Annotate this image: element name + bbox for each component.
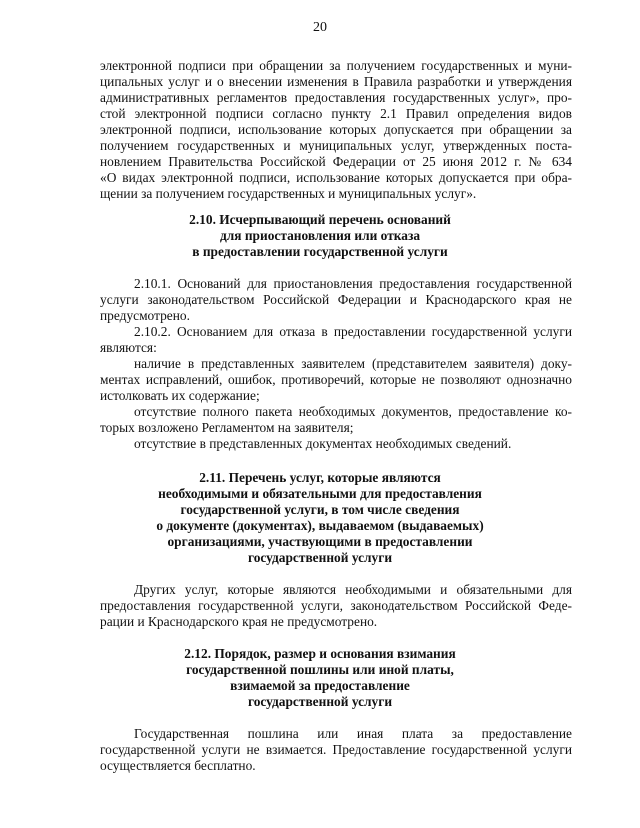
text-line: Государственная пошлина или иная плата за предоставление — [134, 726, 572, 741]
text-line: отсутствие в представленных документах необходимых сведений. — [134, 436, 512, 451]
text-line: государственной услуги не взимается. Предоставление государственной услуги — [100, 742, 572, 757]
section-heading-line: для приостановления или отказа — [219, 228, 421, 243]
text-line: получением государственных и муниципальных услуг, утвержденных поста- — [100, 138, 572, 153]
text-line: 2.10.2. Основанием для отказа в предоставлении государственной услуги — [134, 324, 572, 339]
text-line: электронной подписи при обращении за получением государственных и муни- — [100, 58, 572, 73]
section-heading-line: государственной услуги — [247, 550, 393, 565]
section-heading-line: организациями, участвующими в предоставлении — [167, 534, 473, 549]
section-heading-line: 2.12. Порядок, размер и основания взимания — [184, 646, 456, 661]
text-line: предоставления государственной услуги, законодательством Российской Феде- — [100, 598, 572, 613]
text-line: щении за получением государственных и муниципальных услуг». — [100, 186, 477, 201]
text-line: предусмотрено. — [100, 308, 190, 323]
text-line: истолковать их содержание; — [100, 388, 260, 403]
section-heading-line: в предоставлении государственной услуги — [192, 244, 448, 259]
text-line: электронной подписи, использование которых допускается при обращении за — [100, 122, 572, 137]
text-line: «О видах электронной подписи, использование которых допускается при обра- — [100, 170, 572, 185]
section-heading-line: государственной пошлины или иной платы, — [186, 662, 454, 677]
text-line: ментах исправлений, ошибок, противоречий, которые не позволяют однозначно — [100, 372, 572, 387]
text-line: новлением Правительства Российской Федерации от 25 июня 2012 г. № 634 — [100, 154, 572, 169]
text-line: рации и Краснодарского края не предусмотрено. — [100, 614, 378, 629]
section-heading-line: взимаемой за предоставление — [230, 678, 410, 693]
section-heading-line: 2.10. Исчерпывающий перечень оснований — [189, 212, 451, 227]
section-heading-line: необходимыми и обязательными для предоставления — [158, 486, 482, 501]
text-line: Других услуг, которые являются необходимыми и обязательными для — [134, 582, 572, 597]
text-line: ципальных услуг и о внесении изменения в Правила разработки и утверждения — [100, 74, 572, 89]
section-heading-line: о документе (документах), выдаваемом (выдаваемых) — [156, 518, 484, 533]
section-heading-line: государственной услуги — [247, 694, 393, 709]
text-line: административных регламентов предоставления государственных услуг», про- — [100, 90, 572, 105]
text-line: 2.10.1. Оснований для приостановления предоставления государственной — [134, 276, 572, 291]
text-line: торых возложено Регламентом на заявителя; — [100, 420, 354, 435]
text-line: отсутствие полного пакета необходимых документов, предоставление ко- — [134, 404, 572, 419]
section-heading-line: государственной услуги, в том числе сведения — [180, 502, 460, 517]
text-line: услуги законодательством Российской Федерации и Краснодарского края не — [100, 292, 572, 307]
text-line: осуществляется бесплатно. — [100, 758, 256, 773]
text-line: наличие в представленных заявителем (представителем заявителя) доку- — [134, 356, 572, 371]
page-number: 20 — [313, 20, 327, 35]
text-line: стой электронной подписи согласно пункту 2.1 Правил определения видов — [100, 106, 572, 121]
section-heading-line: 2.11. Перечень услуг, которые являются — [199, 470, 441, 485]
text-line: являются: — [100, 340, 157, 355]
